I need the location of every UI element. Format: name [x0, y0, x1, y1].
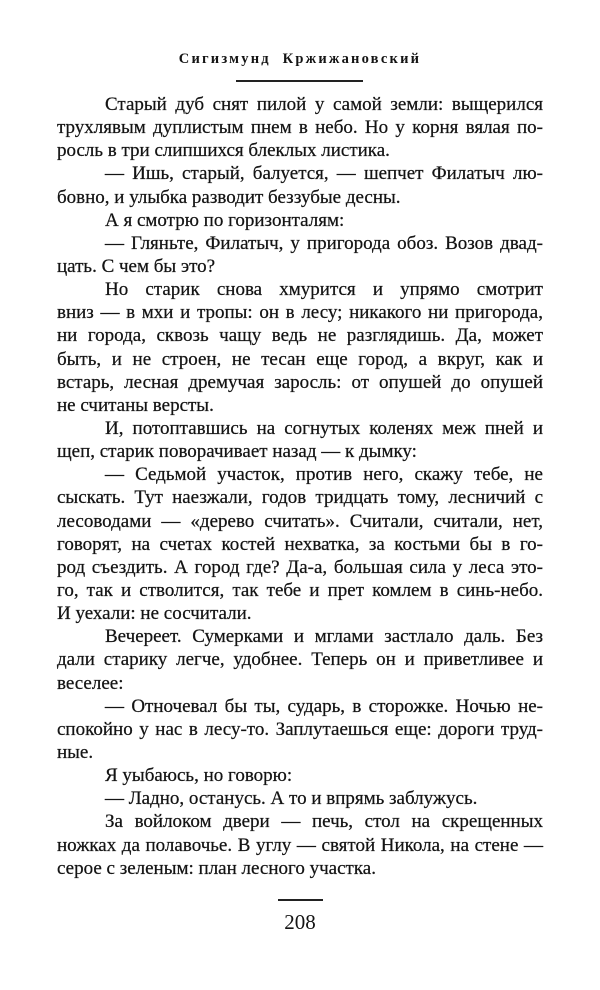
text-line: — Отночевал бы ты, сударь, в сторожке. Ночью не- [105, 695, 543, 717]
text-line: — Седьмой участок, против него, скажу тебе, не [105, 464, 543, 486]
page-number: 208 [284, 910, 316, 934]
text-line: ножках да полавочье. В углу — святой Никола, на стене — [57, 834, 543, 856]
text-line: ни города, сквозь чащу ведь не разглядишь. Да, может [57, 325, 543, 347]
text-line: А я смотрю по горизонталям: [105, 209, 345, 231]
text-line: цать. С чем бы это? [57, 255, 216, 277]
text-line: быть, и не строен, не тесан еще город, а вкруг, как и [57, 348, 543, 370]
header-rule [236, 80, 363, 82]
running-head-author: Сигизмунд Кржижановский [178, 51, 422, 67]
text-line: ные. [57, 741, 94, 763]
text-line: бовно, и улыбка разводит беззубые десны. [57, 186, 401, 208]
text-line: росль в три слипшихся блеклых листика. [57, 140, 390, 162]
text-line: встарь, лесная дремучая заросль: от опушей до опушей [57, 371, 543, 393]
text-line: И, потоптавшись на согнутых коленях меж пней и [105, 417, 543, 439]
text-line: го, так и стволится, так тебе и прет комлем в синь-небо. [57, 579, 543, 601]
body-text [57, 93, 543, 880]
text-line: И уехали: не сосчитали. [57, 603, 252, 625]
text-line: говорят, на счетах костей нехватка, за костьми бы в го- [57, 533, 543, 555]
text-line: лесоводами — «дерево считать». Считали, считали, нет, [57, 510, 543, 532]
text-line: Старый дуб снят пилой у самой земли: выщерился [105, 94, 543, 115]
text-line: Но старик снова хмурится и упрямо смотрит [105, 279, 543, 301]
text-line: — Гляньте, Филатыч, у пригорода обоз. Возов двад- [105, 232, 543, 254]
text-line: род съездить. А город где? Да-а, большая сила у леса это- [57, 556, 543, 578]
text-line: — Ладно, останусь. А то и впрямь заблужусь. [105, 788, 478, 810]
text-line: сыскать. Тут наезжали, годов тридцать тому, лесничий с [57, 487, 543, 509]
text-line: вниз — в мхи и тропы: он в лесу; никакого ни пригорода, [57, 302, 543, 324]
text-line: щеп, старик поворачивает назад — к дымку: [57, 441, 417, 463]
text-line: Я уыбаюсь, но говорю: [105, 765, 293, 787]
page-number-rule [278, 899, 323, 901]
text-line: не считаны версты. [57, 394, 214, 416]
text-line: За войлоком двери — печь, стол на скрещенных [105, 811, 543, 833]
text-line: серое с зеленым: план лесного участка. [57, 857, 376, 879]
text-line: — Ишь, старый, балуется, — шепчет Филатыч лю- [105, 163, 543, 185]
text-line: Вечереет. Сумерками и мглами застлало даль. Без [105, 626, 543, 648]
text-line: дали старику легче, удобнее. Теперь он и приветливее и [57, 649, 543, 671]
text-line: веселее: [57, 672, 124, 694]
text-line: трухлявым дуплистым пнем в небо. Но у корня вялая по- [57, 117, 543, 139]
text-line: спокойно у нас в лесу-то. Заплутаешься еще: дороги труд- [57, 718, 543, 740]
